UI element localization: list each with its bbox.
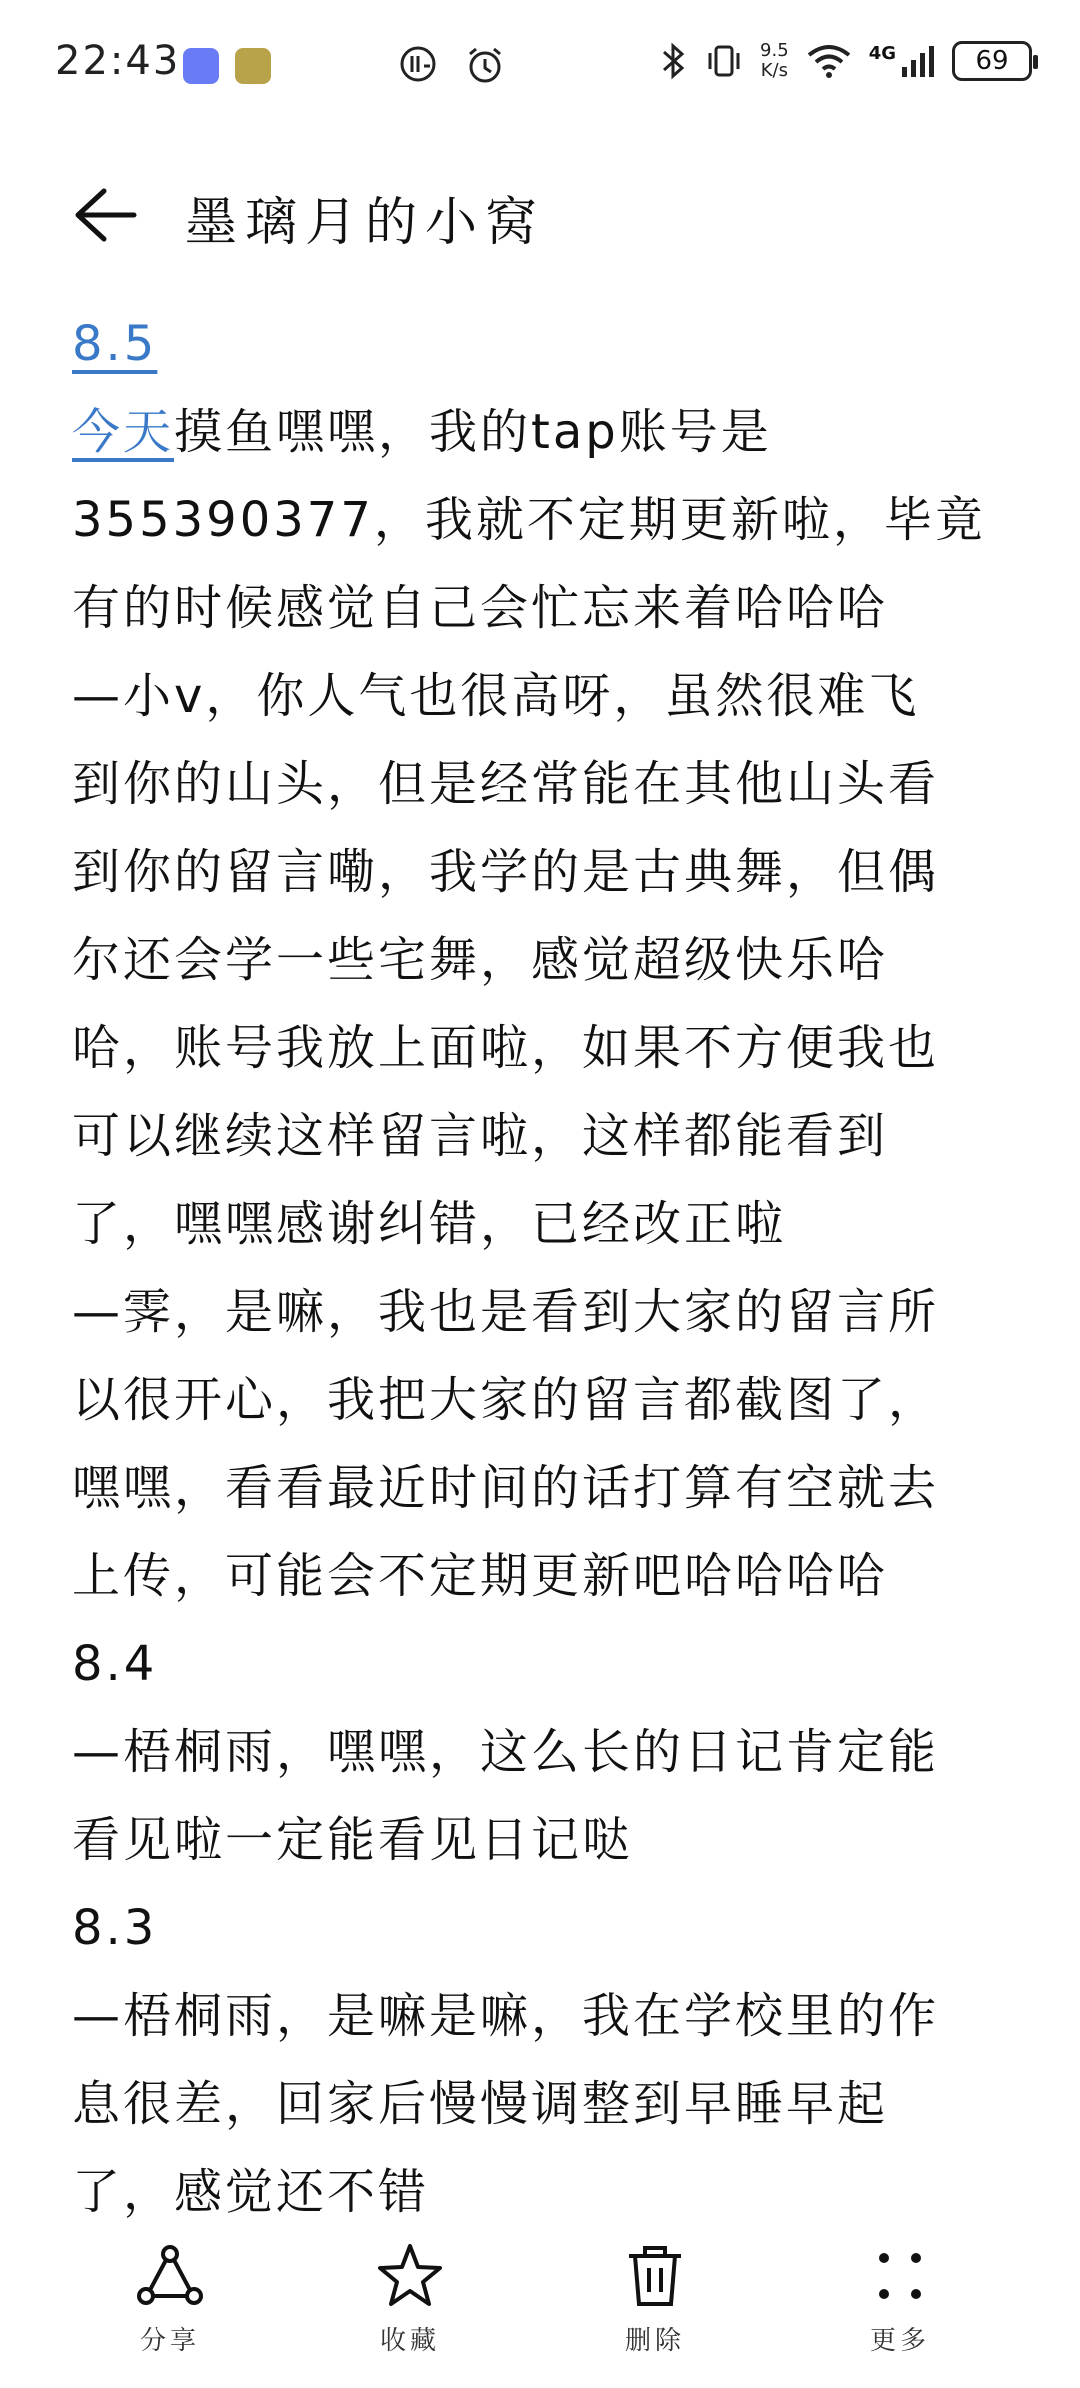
- back-button[interactable]: [60, 170, 150, 260]
- text-line: 有的时候感觉自己会忙忘来着哈哈哈: [72, 580, 889, 636]
- text-line: 了，感觉还不错: [72, 2164, 430, 2220]
- speed-value: 9.5: [760, 40, 789, 61]
- signal-icon: [900, 43, 936, 79]
- text-line: —梧桐雨，嘿嘿，这么长的日记肯定能: [72, 1724, 940, 1780]
- more-label: 更多: [869, 2326, 930, 2356]
- more-button[interactable]: [800, 2240, 1000, 2388]
- text-line: —梧桐雨，是嘛是嘛，我在学校里的作: [72, 1988, 940, 2044]
- battery-indicator: 69: [952, 41, 1032, 81]
- status-bar: [0, 0, 1080, 130]
- text-line: 哈，账号我放上面啦，如果不方便我也: [72, 1020, 940, 1076]
- text-line: 尔还会学一些宅舞，感觉超级快乐哈: [72, 932, 889, 988]
- wifi-icon: [805, 41, 853, 81]
- favorite-label: 收藏: [379, 2326, 440, 2356]
- text-line: 355390377，我就不定期更新啦，毕竟: [72, 492, 986, 548]
- date-link[interactable]: 8.5: [72, 316, 158, 372]
- text-line: 嘿嘿，看看最近时间的话打算有空就去: [72, 1460, 940, 1516]
- bottom-toolbar: [0, 2240, 1080, 2388]
- favorite-button[interactable]: [310, 2240, 510, 2388]
- text-line: 到你的山头，但是经常能在其他山头看: [72, 756, 940, 812]
- star-icon: [374, 2240, 446, 2312]
- delete-label: 删除: [624, 2326, 685, 2356]
- text-line: 8.3: [72, 1900, 158, 1956]
- page-title: 墨璃月的小窝: [185, 193, 546, 253]
- app-header: [0, 150, 1080, 270]
- cellular-signal: [869, 43, 936, 79]
- back-arrow-icon: [70, 185, 140, 245]
- text-line: 看见啦一定能看见日记哒: [72, 1812, 634, 1868]
- text-line-content: 摸鱼嘿嘿，我的tap账号是: [174, 404, 772, 460]
- text-line: —霁，是嘛，我也是看到大家的留言所: [72, 1284, 940, 1340]
- status-time: 22:43: [55, 38, 181, 84]
- text-line: 可以继续这样留言啦，这样都能看到: [72, 1108, 889, 1164]
- text-line: —小v，你人气也很高呀，虽然很难飞: [72, 668, 920, 724]
- delete-button[interactable]: [555, 2240, 755, 2388]
- text-line: 8.4: [72, 1636, 158, 1692]
- alarm-icon: [464, 44, 506, 86]
- speed-unit: K/s: [760, 60, 788, 81]
- more-icon: [864, 2240, 936, 2312]
- share-label: 分享: [139, 2326, 200, 2356]
- text-line: 了，嘿嘿感谢纠错，已经改正啦: [72, 1196, 787, 1252]
- share-button[interactable]: [70, 2240, 270, 2388]
- network-speed: [760, 41, 789, 81]
- text-line: 以很开心，我把大家的留言都截图了，: [72, 1372, 940, 1428]
- text-line: 到你的留言嘞，我学的是古典舞，但偶: [72, 844, 940, 900]
- vibrate-icon: [704, 41, 744, 81]
- data-saver-icon: [398, 44, 438, 84]
- gallery-app-icon: [235, 48, 271, 84]
- text-line: 息很差，回家后慢慢调整到早睡早起: [72, 2076, 889, 2132]
- trash-icon: [619, 2240, 691, 2312]
- text-line: [72, 300, 1032, 388]
- bluetooth-icon: [658, 40, 688, 82]
- network-type: 4G: [868, 43, 896, 64]
- share-icon: [134, 2240, 206, 2312]
- text-line: [72, 388, 1032, 476]
- keyword-link[interactable]: 今天: [72, 404, 175, 460]
- text-line: 上传，可能会不定期更新吧哈哈哈哈: [72, 1548, 889, 1604]
- diary-content: [72, 300, 1032, 2230]
- mail-app-icon: [183, 48, 219, 84]
